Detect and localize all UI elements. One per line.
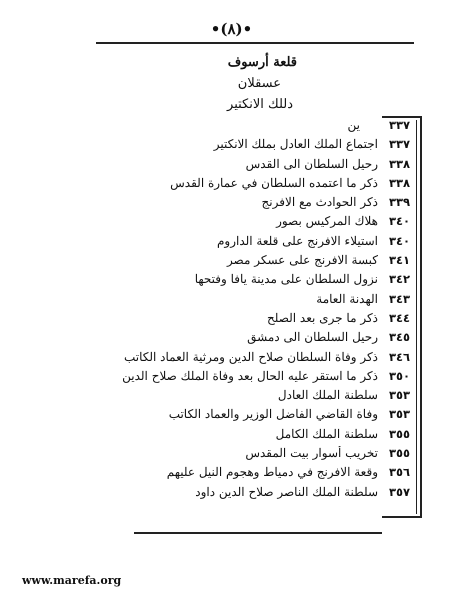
toc-page-number: ٣٣٨ bbox=[388, 175, 410, 190]
frame-border bbox=[416, 120, 417, 514]
preceding-entry: دللك الانكتير bbox=[227, 97, 293, 112]
toc-entry-title: الهدنة العامة bbox=[316, 291, 378, 306]
toc-page-number: ٣٤٣ bbox=[388, 291, 410, 306]
toc-entry bbox=[108, 176, 410, 195]
toc-entry-title: ذكر الحوادث مع الافرنج bbox=[261, 195, 378, 210]
frame-border bbox=[382, 516, 422, 518]
toc-page-number: ٣٤١ bbox=[388, 253, 410, 268]
toc-page-number: ٣٥٠ bbox=[388, 368, 410, 383]
toc-page-number: ٣٣٧ bbox=[388, 137, 410, 152]
toc-page-number: ٣٥٥ bbox=[388, 446, 410, 461]
toc-list bbox=[108, 118, 410, 504]
toc-entry-title: تخريب أسوار بيت المقدس bbox=[245, 446, 378, 461]
toc-entry-title: هلاك المركيس بصور bbox=[276, 214, 378, 229]
toc-entry-title: وفاة القاضي الفاضل الوزير والعماد الكاتب bbox=[168, 407, 378, 422]
toc-entry-title: سلطنة الملك العادل bbox=[277, 388, 378, 403]
toc-entry bbox=[108, 214, 410, 233]
toc-entry-title: ذكر ما جرى بعد الصلح bbox=[267, 310, 378, 325]
toc-entry-title: ين bbox=[347, 118, 360, 132]
toc-entry bbox=[108, 118, 410, 137]
toc-entry-title: وقعة الافرنج في دمياط وهجوم النيل عليهم bbox=[166, 465, 378, 480]
frame-border bbox=[420, 116, 422, 518]
toc-page-number: ٣٤٤ bbox=[388, 310, 410, 325]
preceding-entry: عسقلان bbox=[237, 76, 281, 91]
preceding-entries bbox=[43, 52, 303, 115]
toc-entry bbox=[108, 157, 410, 176]
toc-page-number: ٣٥٣ bbox=[388, 388, 410, 403]
bottom-divider bbox=[134, 532, 382, 534]
toc-entry bbox=[108, 388, 410, 407]
toc-entry-title: استيلاء الافرنج على قلعة الداروم bbox=[216, 233, 378, 248]
page-number: •(٨)• bbox=[210, 20, 253, 38]
toc-entry-title: ذكر وفاة السلطان صلاح الدين ومرثية العماد الكاتب bbox=[123, 349, 378, 364]
toc-entry bbox=[108, 407, 410, 426]
toc-entry-title: سلطنة الملك الناصر صلاح الدين داود bbox=[195, 484, 378, 499]
toc-entry bbox=[108, 234, 410, 253]
toc-entry-title: كبسة الافرنج على عسكر مصر bbox=[226, 253, 378, 268]
toc-page-number: ٣٥٣ bbox=[388, 407, 410, 422]
toc-entry-title: رحيل السلطان الى القدس bbox=[245, 156, 378, 171]
toc-page-number: ٣٤٠ bbox=[388, 214, 410, 229]
toc-entry-title: ذكر ما اعتمده السلطان في عمارة القدس bbox=[170, 175, 378, 190]
toc-entry bbox=[108, 292, 410, 311]
footer-site: www.marefa.org bbox=[22, 574, 122, 587]
toc-page-number: ٣٤٢ bbox=[388, 272, 410, 287]
toc-page-number: ٣٥٥ bbox=[388, 426, 410, 441]
table-of-contents bbox=[108, 116, 422, 518]
preceding-entry: قلعة أرسوف bbox=[227, 55, 297, 70]
toc-page-number: ٣٤٥ bbox=[388, 330, 410, 345]
toc-entry-title: سلطنة الملك الكامل bbox=[275, 426, 378, 441]
toc-entry bbox=[108, 137, 410, 156]
toc-entry bbox=[108, 311, 410, 330]
toc-entry bbox=[108, 272, 410, 291]
toc-page-number: ٣٤٦ bbox=[388, 349, 410, 364]
toc-entry bbox=[108, 446, 410, 465]
toc-page-number: ٣٣٨ bbox=[388, 156, 410, 171]
toc-entry bbox=[108, 195, 410, 214]
toc-entry-title: اجتماع الملك العادل بملك الانكتير bbox=[213, 137, 378, 152]
toc-entry-title: ذكر ما استقر عليه الحال بعد وفاة الملك صلاح الدين bbox=[122, 368, 378, 383]
top-divider bbox=[96, 42, 414, 44]
toc-entry bbox=[108, 350, 410, 369]
toc-entry-title: نزول السلطان على مدينة يافا وفتحها bbox=[194, 272, 378, 287]
toc-entry bbox=[108, 427, 410, 446]
toc-entry-title: رحيل السلطان الى دمشق bbox=[247, 330, 378, 345]
toc-page-number: ٣٣٧ bbox=[388, 118, 410, 132]
toc-entry bbox=[108, 253, 410, 272]
toc-entry bbox=[108, 485, 410, 504]
toc-page-number: ٣٤٠ bbox=[388, 233, 410, 248]
toc-page-number: ٣٣٩ bbox=[388, 195, 410, 210]
toc-page-number: ٣٥٧ bbox=[388, 484, 410, 499]
toc-entry bbox=[108, 465, 410, 484]
toc-entry bbox=[108, 369, 410, 388]
toc-page-number: ٣٥٦ bbox=[388, 465, 410, 480]
toc-entry bbox=[108, 330, 410, 349]
